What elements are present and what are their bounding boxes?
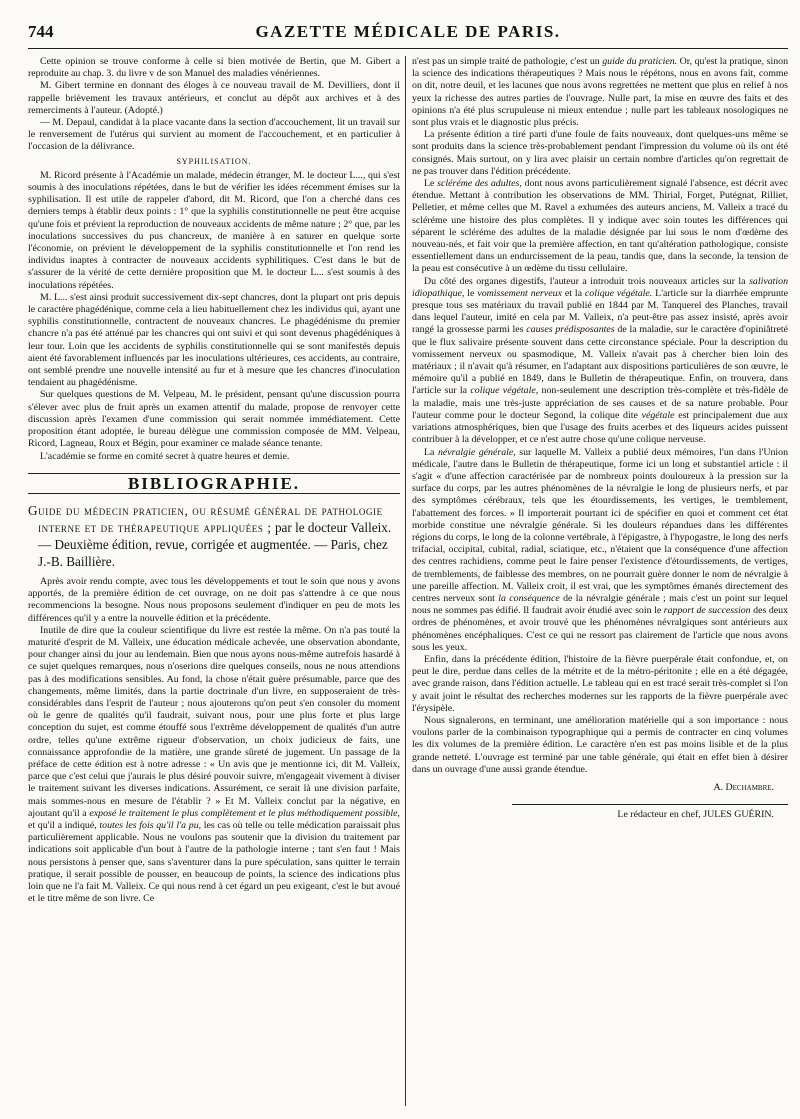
paragraph: Nous signalerons, en terminant, une amélioration matérielle qui a son importance : nous voulons parler de la combinaison typographique qui a permis de contracter en cinq volumes les dix volumes de la première édition. Le caractère n'en est pas moins lisible et de la plus grande netteté. L'ouvrage est terminé par une table générale, qui était en effet bien à désirer dans un ouvrage d'une aussi grande étendue.: [412, 714, 788, 775]
text-run: et la: [564, 287, 583, 299]
italic-run: guide du praticien.: [602, 56, 678, 67]
page-header: [28, 20, 788, 49]
book-title-main: Guide du médecin praticien, ou résumé général de pathologie interne et de thérapeutique appliquées ;: [28, 502, 383, 535]
text-run: des deux ordres de phénomènes, et avoir trouvé que les phénomènes névralgiques sont antérieurs aux phénomènes encéphaliques. C'est ce qui ne ressort pas clairement de l'article que nous avons sous les yeux.: [412, 605, 788, 653]
text-run: L'article sur la diarrhée emprunte presque tous ses matériaux du travail publié en 1844 par M. Tanquerel des Planches, travail dans lequel l'auteur, imité en cela par M. Valleix, n'a peut-être pas assez insisté, après avoir rangé la grossesse parmi les: [412, 287, 788, 336]
text-run: Du côté des organes digestifs, l'auteur a introduit trois nouveaux articles sur la: [424, 275, 746, 287]
paragraph: — M. Depaul, candidat à la place vacante dans la section d'accouchement, lit un travail sur le renversement de l'utérus qui survient au moment de l'accouchement, et en particulier à l'occasion de la délivrance.: [28, 117, 400, 153]
paragraph: [412, 178, 788, 276]
italic-run: colique végétale.: [584, 287, 653, 299]
bibliography-heading: BIBLIOGRAPHIE.: [28, 473, 400, 494]
paragraph: [412, 276, 788, 447]
journal-title: GAZETTE MÉDICALE DE PARIS.: [255, 22, 561, 41]
text-run: sur laquelle M. Valleix a publié deux mémoires, l'un dans l'Union médicale, l'autre dans le Bulletin de thérapeutique, forme ici un long et substantiel article : il s'agit « d'une affection caractérisée par de nombreux points douloureux à la pression sur la surface du corps, par les autres phénomènes de la névralgie le long de plusieurs nerfs, et par des symptômes cérébraux, tels que les étourdissements, les vertiges, le tremblement, l'abattement des forces. » Il importerait pourtant ici de spécifier en quoi et comment cet état morbide constitue une névralgie générale. Si les douleurs répandues dans les différentes régions du corps, le long de la colonne vertébrale, à l'épigastre, à l'hypogastre, le long des nerfs trifacial, occipital, cubital, radial, sciatique, etc., n'étaient que la conséquence d'une affection des centres rachidiens, comme peut le faire penser l'existence d'étourdissements, de vertiges, de tremblements, de faiblesse des membres, on ne pourrait guère donner le nom de névralgie à une pareille affection. M. Valleix croit, il est vrai, que les symptômes émanés directement des centres nerveux sont: [412, 446, 788, 604]
italic-run: toutes les fois qu'il l'a pu,: [99, 819, 202, 831]
paragraph: [28, 625, 400, 906]
text-run: le: [467, 287, 475, 299]
text-run: non-seulement une description très-complète et très-fidèle de la maladie, mais une très-juste appréciation de ses causes et de sa nature probable. Pour l'auteur comme pour le docteur Segond, la colique dite: [412, 385, 788, 421]
right-column: [412, 56, 788, 1106]
book-title-details: par le docteur Valleix. — Deuxième édition, revue, corrigée et augmentée. — Paris, chez J.-B. Baillière.: [38, 519, 392, 569]
text-run: Le: [424, 178, 435, 190]
text-run: les cas où telle ou telle médication paraissait plus particulièrement applicable. Nous ne voulons pas soutenir que la division du traitement par indications soit applicable d'un bout à l'autre de la pathologie interne ; tant s'en faut ! Mais nous persistons à penser que, sans s'aventurer dans la pure spéculation, sans quitter le terrain pratique, il serait possible de pousser, en beaucoup de points, la science des indications plus loin que ne l'a fait M. Valleix. Ce qui nous rend à cet égard un peu exigeant, c'est le but avoué et le titre même de son livre. Ce: [28, 819, 400, 905]
paragraph: L'académie se forme en comité secret à quatre heures et demie.: [40, 450, 290, 462]
paragraph: [412, 447, 788, 654]
author-signature: A. Dechambre.: [713, 781, 774, 793]
paragraph: [412, 56, 788, 129]
page-number: 744: [28, 22, 54, 41]
text-run: et qu'il a indiqué,: [28, 819, 97, 831]
text-run: Inutile de dire que la couleur scientifique du livre est restée la même. On n'a pas touté la maturité d'esprit de M. Valleix, une éducation médicale achevée, une observation abondante, pour changer ainsi du jour au lendemain. Bien que nous ayons nous-même autrefois hasardé à ce sujet quelques remarques, nous n'oserions dire quelques conseils, nous ne nous attendions pas à des modifications sensibles. Au fond, la chose n'était guère présumable, parce que des changements, même limités, dans la partie doctrinale d'un livre, en supposeraient de très-considérables dans l'esprit de l'auteur ; nous ajouterons qu'on peut s'en consoler du moment où le genre de qualités qu'il faudrait, suivant nous, pour une plus forte et plus large conception du sujet, est comme étouffé sous l'extrême développement de qualités d'un autre ordre, telles qu'une extrême rigueur d'observation, un choix judicieux de faits, une connaissance approfondie de la matière, une grande sûreté de jugement. Un passage de la préface de cette édition est à notre adresse : « Un avis que je mentionne ici, dit M. Valleix, parce que c'est celui que j'aurais le plus désiré pouvoir suivre, m'engageait vivement à diviser le traitement suivant les diverses indications. Assurément, ce serait là une division parfaite, mais sommes-nous en mesure de l'établir ? » Et M. Valleix conclut par la négative, en ajoutant qu'il a: [28, 624, 400, 819]
text-run: est principalement due aux variations atmosphériques, bien que l'usage des fruits acerbes et des liqueurs acides puissent contribuer à la développer, et ce n'est autre chose qu'une colique nerveuse.: [412, 409, 788, 446]
italic-run: végétale: [641, 409, 675, 421]
divider: [512, 804, 788, 805]
book-title: [28, 502, 400, 570]
paragraph: M. Ricord présente à l'Académie un malade, médecin étranger, M. le docteur L..., qui s'est soumis à des inoculations répétées, dans le but de vérifier les idées récemment émises sur la syphilisation. Il est utile de rappeler d'abord, dit M. Ricord, que l'on a cherché dans ces derniers temps à établir deux points : 1° que la syphilis constitutionnelle ne peut être acquise qu'une fois et prévient la reproduction de nouveaux accidents de même nature ; 2° que, par les inoculations successives du pus chancreux, de manière à en saturer en quelque sorte l'économie, on prévient le développement de la syphilis constitutionnelle et l'on rend les individus inaptes à contracter de nouveaux accidents syphilitiques. C'est dans le but de s'assurer de la vérité de cette dernière proposition que M. le docteur L... s'est soumis à des inoculations répétées.: [28, 169, 400, 291]
paragraph: La présente édition a tiré parti d'une foule de faits nouveaux, dont quelques-uns même se sont produits dans la science très-probablement pendant l'impression du volume où ils ont été consignés. Mais surtout, on y lira avec plaisir un certain nombre d'articles qu'on regrettait de ne pas trouver dans l'édition précédente.: [412, 129, 788, 177]
section-subheading: SYPHILISATION.: [176, 156, 252, 166]
editor-credit: Le rédacteur en chef, JULES GUÉRIN.: [617, 809, 774, 821]
paragraph: M. Gibert termine en donnant des éloges à ce nouveau travail de M. Devilliers, dont il rappelle brièvement les travaux antérieurs, et conclut au dépôt aux archives et à des remerciments à l'auteur. (Adopté.): [28, 80, 400, 116]
text-run: Or, qu'est la pratique, sinon la science des indications thérapeutiques ? Mais nous le répétons, nous en avons fait, comme on dit, notre deuil, et les lacunes que nous avons regrettées ne mettent que plus en relief à nos yeux la richesse des autres parties de l'ouvrage. Nulle part, la mise en œuvre des faits et des opinions n'a été plus scrupuleuse ni mieux entendue ; nulle part les tableaux nosologiques ne sont plus vrais et le diagnostic plus précis.: [412, 56, 788, 129]
italic-run: exposé le traitement le plus complètement et le plus méthodiquement possible,: [89, 807, 400, 819]
text-run: La: [424, 446, 435, 458]
paragraph: Enfin, dans la précédente édition, l'histoire de la fièvre puerpérale était confondue, et, on peut le dire, perdue dans celles de la métrite et de la métro-péritonite ; elle en a été dégagée, avec grande raison, dans l'édition actuelle. Le tableau qui en est tracé serait très-complet si l'on y avait joint le résultat des recherches modernes sur les rapports de la fièvre puerpérale avec l'érysipèle.: [412, 653, 788, 714]
paragraph: Sur quelques questions de M. Velpeau, M. le président, pensant qu'une discussion pourra s'élever avec plus de fruit après un examen attentif du malade, propose de renvoyer cette discussion après l'examen d'une commission qui serait nommée immédiatement. Cette proposition étant adoptée, le bureau délègue une commission composée de MM. Velpeau, Ricord, Lagneau, Roux et Bégin, pour examiner ce malade séance tenante.: [28, 389, 400, 450]
italic-run: salivation idiopathique,: [412, 275, 788, 299]
text-run: de la maladie, sur le caractère d'opiniâtreté que le flux salivaire présente souvent dans cette circonstance spéciale. Pour la description du vomissement nerveux ou spasmodique, M. Valleix n'avait pas à chercher bien loin des matériaux ; il n'avait qu'à résumer, en l'adaptant aux dispositions particulières de son œuvre, le mémoire qu'il a publié en 1849, dans le Bulletin de thérapeutique. Enfin, on trouvera, dans l'article sur la: [412, 324, 788, 397]
text-run: n'est pas un simple traité de pathologie, c'est un: [412, 56, 600, 67]
italic-run: la conséquence: [498, 592, 560, 604]
italic-run: rapport de succession: [663, 605, 751, 617]
text-run: de la névralgie générale ; mais c'est un point sur lequel nous ne sommes pas édifié. Il faudrait avoir étudié avec soin le: [412, 592, 788, 617]
paragraph: M. L... s'est ainsi produit successivement dix-sept chancres, dont la plupart ont pris depuis le caractère phagédénique, comme cela a lieu habituellement chez les individus qui, ayant une syphilis constitutionnelle, contractent de nouveaux chancres. Le phagédénisme du premier chancre n'a pas été atténué par les chancres qui ont suivi et qui sont devenus phagédéniques à leur tour. Loin que les accidents de syphilis constitutionnelle qui se sont manifestés depuis aient été favorablement influencés par les inoculations ultérieures, ces accidents, au contraire, ont semblé prendre une nouvelle intensité au fur et à mesure que les chancres d'inoculation tendaient au phagédénisme.: [28, 291, 400, 389]
italic-run: névralgie générale,: [437, 446, 516, 458]
italic-run: causes prédisposantes: [526, 324, 615, 336]
left-column: [28, 56, 400, 1106]
italic-run: colique végétale,: [470, 385, 539, 397]
italic-run: vomissement nerveux: [477, 287, 562, 299]
paragraph: Après avoir rendu compte, avec tous les développements et tout le soin que nous y avons apportés, de la première édition de cet ouvrage, on ne doit pas s'attendre à ce que nous recommencions la besogne. Nous nous proposons seulement d'indiquer en peu de mots les différences qu'il y a entre la nouvelle édition et la précédente.: [28, 575, 400, 624]
text-run: dont nous avons particulièrement signalé l'absence, est décrit avec étendue. Mettant à contribution les observations de MM. Thirial, Forget, Putégnat, Rilliet, Pelletier, et même celles que M. Ravel a exhumées des auteurs anciens, M. Valleix a tracé du scléréme une histoire des plus complètes. Il y indique avec soin toutes les différences qui séparent le scléréme des adultes de la maladie désignée par lui sous le nom d'œdème des nouveau-nés, et fait voir que la première affection, en tant qu'altération pathologique, consiste essentiellement dans un endurcissement de la peau, tandis que, dans la seconde, la tension de la peau est consécutive à un œdème du tissu cellulaire.: [412, 178, 788, 275]
italic-run: scléréme des adultes,: [437, 178, 522, 190]
paragraph: Cette opinion se trouve conforme à celle si bien motivée de Bertin, que M. Gibert a reproduite au chap. 3. du livre v de son Manuel des maladies vénériennes.: [28, 56, 400, 80]
column-divider: [405, 56, 406, 1106]
